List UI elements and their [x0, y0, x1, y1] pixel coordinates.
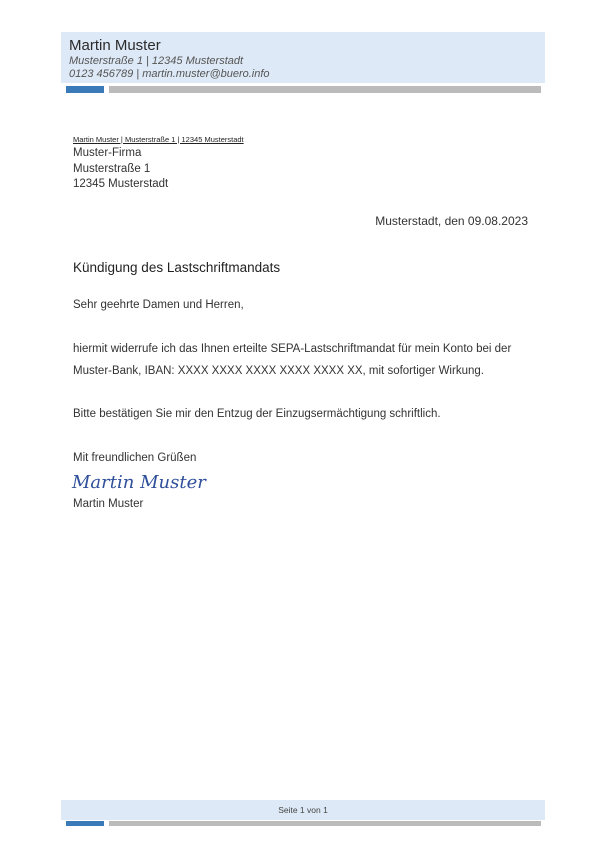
header-accent-bar: [66, 86, 104, 93]
handwritten-signature: Martin Muster: [72, 472, 206, 493]
date-line: Musterstadt, den 09.08.2023: [375, 214, 528, 228]
header-address: Musterstraße 1 | 12345 Musterstadt: [69, 55, 244, 67]
return-address-line: Martin Muster | Musterstraße 1 | 12345 Musterstadt: [73, 135, 244, 144]
signed-name: Martin Muster: [73, 498, 144, 510]
body-paragraph-1-line-1: hiermit widerrufe ich das Ihnen erteilte SEPA-Lastschriftmandat für mein Konto bei der: [73, 343, 512, 355]
letter-subject: Kündigung des Lastschriftmandats: [73, 260, 281, 275]
closing: Mit freundlichen Grüßen: [73, 452, 197, 464]
salutation: Sehr geehrte Damen und Herren,: [73, 299, 244, 311]
body-paragraph-1: [73, 338, 511, 382]
recipient-city: 12345 Musterstadt: [73, 178, 169, 190]
page-number: Seite 1 von 1: [278, 805, 328, 815]
recipient-company: Muster-Firma: [73, 147, 142, 159]
body-paragraph-2: Bitte bestätigen Sie mir den Entzug der Einzugsermächtigung schriftlich.: [73, 408, 441, 420]
recipient-street: Musterstraße 1: [73, 163, 151, 175]
header-contact: 0123 456789 | martin.muster@buero.info: [69, 68, 270, 80]
body-paragraph-1-line-2: Muster-Bank, IBAN: XXXX XXXX XXXX XXXX XXXX XX, mit sofortiger Wirkung.: [73, 365, 484, 377]
header-gray-bar: [109, 86, 541, 93]
footer-gray-bar: [109, 821, 541, 826]
header-sender-name: Martin Muster: [69, 37, 161, 54]
footer-accent-bar: [66, 821, 104, 826]
